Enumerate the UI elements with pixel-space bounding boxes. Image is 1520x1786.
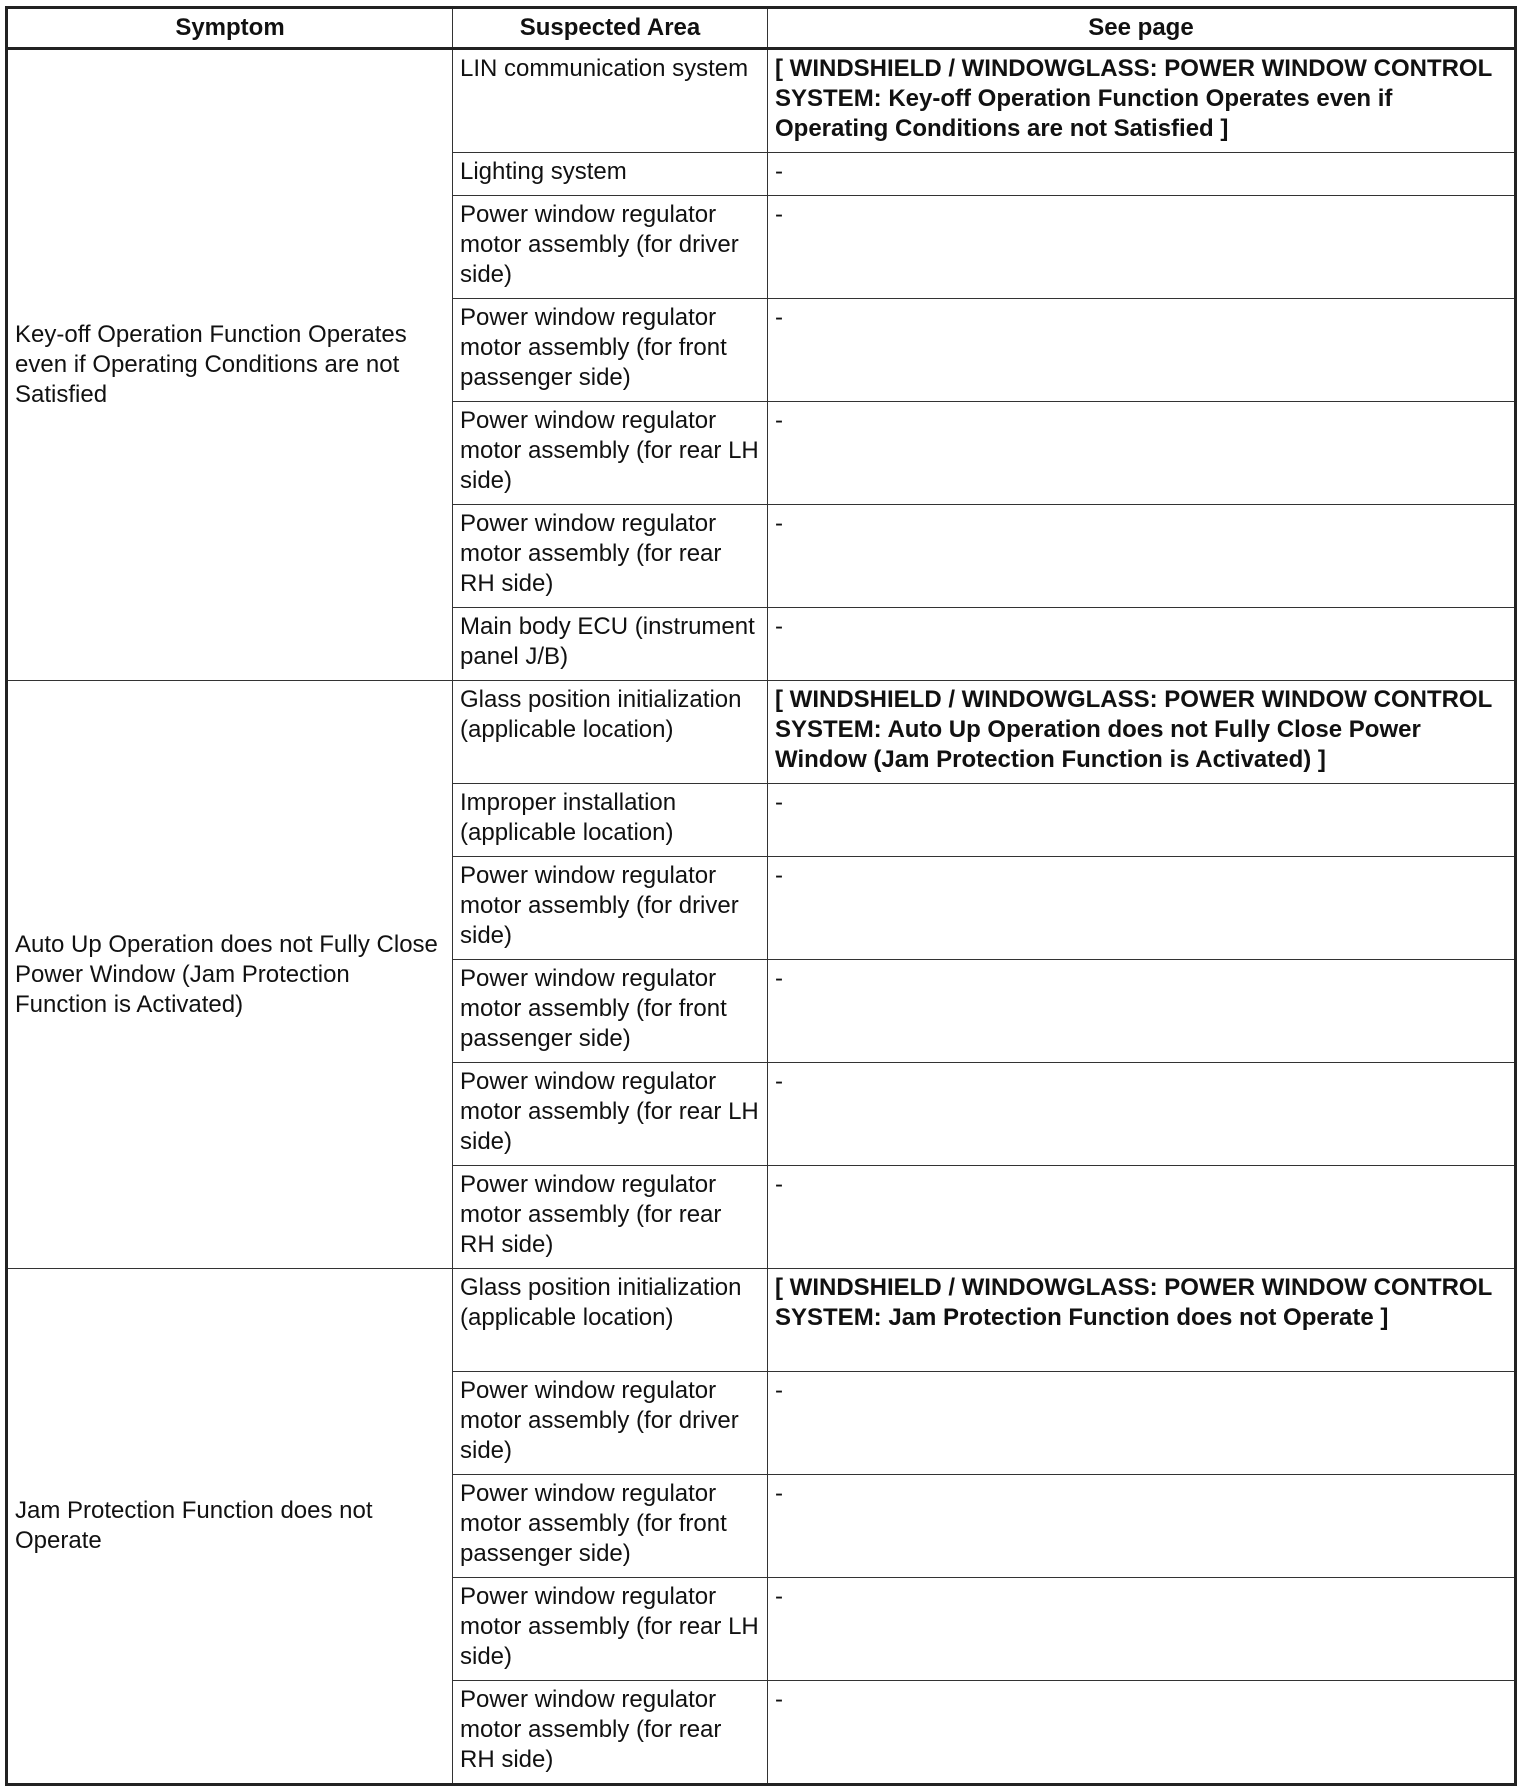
suspected-area-cell: Glass position initialization (applicable location) [453, 681, 768, 784]
suspected-area-cell: Glass position initialization (applicable location) [453, 1269, 768, 1372]
suspected-area-cell: Power window regulator motor assembly (for rear RH side) [453, 1681, 768, 1785]
see-page-cell: - [768, 960, 1516, 1063]
suspected-area-cell: Lighting system [453, 153, 768, 196]
suspected-area-cell: Power window regulator motor assembly (for rear LH side) [453, 402, 768, 505]
see-page-cell: - [768, 608, 1516, 681]
suspected-area-cell: Power window regulator motor assembly (for rear LH side) [453, 1063, 768, 1166]
see-page-link[interactable]: [ WINDSHIELD / WINDOWGLASS: POWER WINDOW CONTROL SYSTEM: Auto Up Operation does not Fully Close Power Window (Jam Protection Function is Activated) ] [768, 681, 1516, 784]
table-row [7, 1269, 1516, 1372]
suspected-area-cell: Power window regulator motor assembly (for driver side) [453, 1372, 768, 1475]
table-row [7, 681, 1516, 784]
see-page-cell: - [768, 857, 1516, 960]
suspected-area-cell: LIN communication system [453, 49, 768, 153]
symptom-cell: Key-off Operation Function Operates even if Operating Conditions are not Satisfied [7, 49, 453, 681]
suspected-area-cell: Power window regulator motor assembly (for front passenger side) [453, 1475, 768, 1578]
see-page-cell: - [768, 1166, 1516, 1269]
suspected-area-cell: Power window regulator motor assembly (for driver side) [453, 196, 768, 299]
see-page-cell: - [768, 1578, 1516, 1681]
header-symptom: Symptom [7, 8, 453, 49]
see-page-link[interactable]: [ WINDSHIELD / WINDOWGLASS: POWER WINDOW CONTROL SYSTEM: Jam Protection Function does not Operate ] [768, 1269, 1516, 1372]
see-page-cell: - [768, 1063, 1516, 1166]
see-page-cell: - [768, 1681, 1516, 1785]
see-page-cell: - [768, 1475, 1516, 1578]
header-suspected-area: Suspected Area [453, 8, 768, 49]
suspected-area-cell: Power window regulator motor assembly (for rear RH side) [453, 1166, 768, 1269]
suspected-area-cell: Power window regulator motor assembly (for rear LH side) [453, 1578, 768, 1681]
see-page-cell: - [768, 196, 1516, 299]
suspected-area-cell: Power window regulator motor assembly (for front passenger side) [453, 299, 768, 402]
symptom-cell: Jam Protection Function does not Operate [7, 1269, 453, 1785]
header-see-page: See page [768, 8, 1516, 49]
problem-symptoms-table [5, 6, 1517, 1786]
suspected-area-cell: Improper installation (applicable location) [453, 784, 768, 857]
symptom-cell: Auto Up Operation does not Fully Close Power Window (Jam Protection Function is Activated) [7, 681, 453, 1269]
see-page-cell: - [768, 153, 1516, 196]
symptom-table-wrapper [5, 6, 1517, 1786]
see-page-link[interactable]: [ WINDSHIELD / WINDOWGLASS: POWER WINDOW CONTROL SYSTEM: Key-off Operation Function Operates even if Operating Conditions are not Satisfied ] [768, 49, 1516, 153]
see-page-cell: - [768, 299, 1516, 402]
suspected-area-cell: Main body ECU (instrument panel J/B) [453, 608, 768, 681]
see-page-cell: - [768, 1372, 1516, 1475]
table-header-row [7, 8, 1516, 49]
suspected-area-cell: Power window regulator motor assembly (for rear RH side) [453, 505, 768, 608]
table-row [7, 49, 1516, 153]
suspected-area-cell: Power window regulator motor assembly (for front passenger side) [453, 960, 768, 1063]
see-page-cell: - [768, 505, 1516, 608]
see-page-cell: - [768, 402, 1516, 505]
see-page-cell: - [768, 784, 1516, 857]
suspected-area-cell: Power window regulator motor assembly (for driver side) [453, 857, 768, 960]
